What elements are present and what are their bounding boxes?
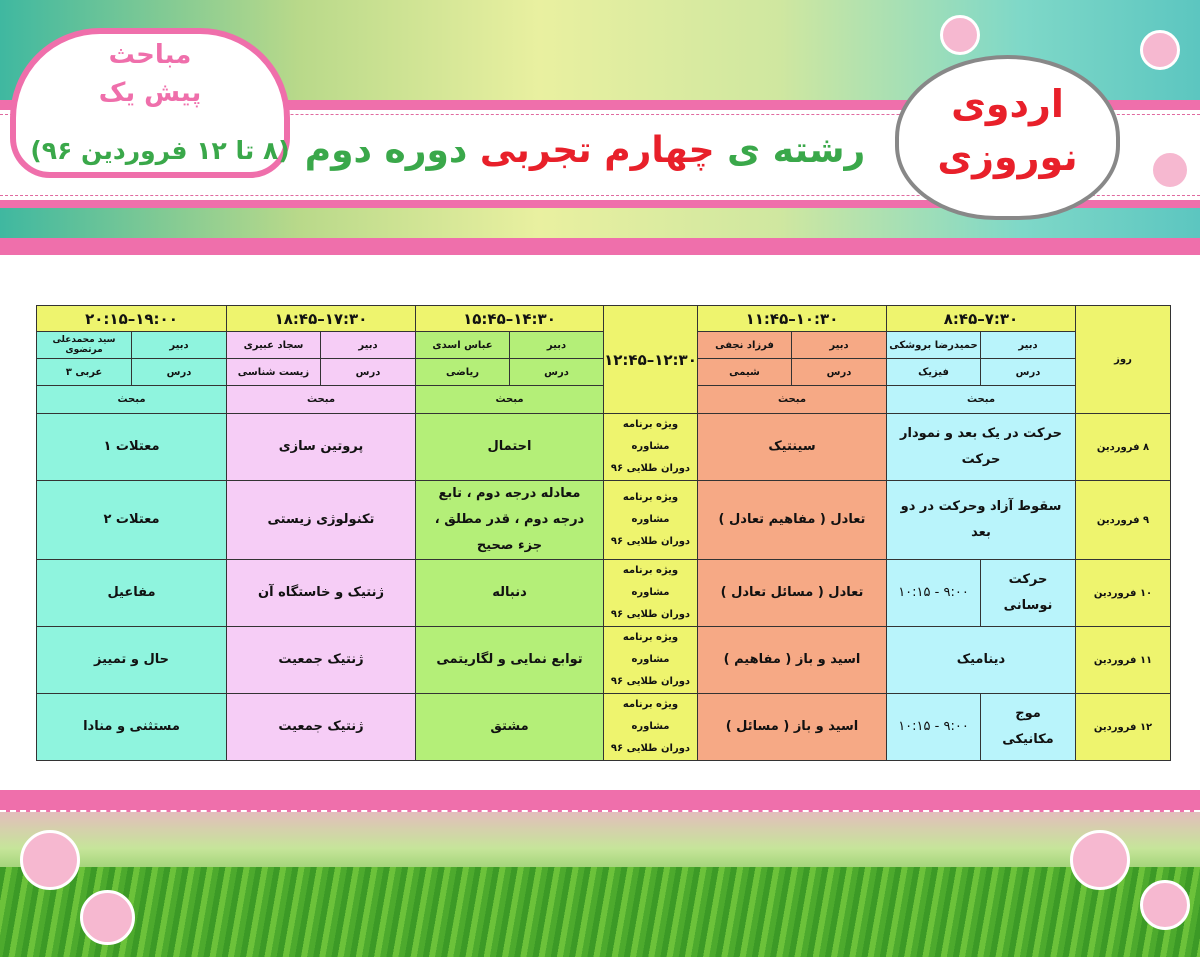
slot-time: ۷:۳۰–۸:۴۵ bbox=[887, 306, 1076, 332]
blossom-icon bbox=[1140, 880, 1190, 930]
pink-band bbox=[0, 238, 1200, 255]
break-line-1: ویژه برنامه مشاوره bbox=[622, 419, 679, 452]
day-cell: ۱۰ فروردین bbox=[1076, 560, 1171, 627]
teacher-label: دبیر bbox=[981, 332, 1076, 359]
day-cell: ۹ فروردین bbox=[1076, 481, 1171, 560]
biology-topic: ژنتیک جمعیت bbox=[227, 627, 416, 694]
math-topic: مشتق bbox=[416, 694, 604, 761]
title-part-1: رشته ی bbox=[727, 130, 866, 171]
biology-topic: تکنولوژی زیستی bbox=[227, 481, 416, 560]
topic-label: مبحث bbox=[416, 386, 604, 414]
break-line-2: دوران طلایی ۹۶ bbox=[610, 463, 691, 474]
slot-time: ۱۹:۰۰–۲۰:۱۵ bbox=[37, 306, 227, 332]
blossom-icon bbox=[80, 890, 135, 945]
lesson-label: درس bbox=[792, 359, 887, 386]
table-row bbox=[37, 481, 1171, 560]
teacher-name: سجاد عبیری bbox=[227, 332, 321, 359]
footer-background bbox=[0, 790, 1200, 957]
break-line-2: دوران طلایی ۹۶ bbox=[610, 743, 691, 754]
logo-line-1: اردوی bbox=[951, 82, 1064, 126]
topic-label: مبحث bbox=[37, 386, 227, 414]
lesson-label: درس bbox=[981, 359, 1076, 386]
teacher-label: دبیر bbox=[321, 332, 416, 359]
blossom-icon bbox=[940, 15, 980, 55]
break-line-1: ویژه برنامه مشاوره bbox=[622, 565, 679, 598]
break-line-1: ویژه برنامه مشاوره bbox=[622, 632, 679, 665]
title-part-2: چهارم تجربی bbox=[479, 130, 715, 171]
day-cell: ۱۲ فروردین bbox=[1076, 694, 1171, 761]
biology-topic: ژنتیک جمعیت bbox=[227, 694, 416, 761]
break-line-1: ویژه برنامه مشاوره bbox=[622, 492, 679, 525]
schedule-table bbox=[36, 305, 1171, 761]
lesson-label: درس bbox=[321, 359, 416, 386]
chemistry-topic: تعادل ( مفاهیم تعادل ) bbox=[698, 481, 887, 560]
biology-topic: پروتین سازی bbox=[227, 414, 416, 481]
blossom-icon bbox=[1140, 30, 1180, 70]
chemistry-topic: اسید و باز ( مسائل ) bbox=[698, 694, 887, 761]
slot-time: ۱۴:۳۰–۱۵:۴۵ bbox=[416, 306, 604, 332]
day-cell: ۸ فروردین bbox=[1076, 414, 1171, 481]
physics-topic: حرکت نوسانی bbox=[981, 560, 1076, 627]
break-cell bbox=[604, 627, 698, 694]
physics-time: ۹:۰۰ - ۱۰:۱۵ bbox=[887, 560, 981, 627]
title-part-3: دوره دوم bbox=[304, 130, 468, 171]
table-row bbox=[37, 694, 1171, 761]
badge-line-2: پیش یک bbox=[98, 78, 202, 108]
math-topic: معادله درجه دوم ، تابع درجه دوم ، قدر مطلق ، جزء صحیح bbox=[416, 481, 604, 560]
break-cell bbox=[604, 481, 698, 560]
math-topic: دنباله bbox=[416, 560, 604, 627]
teacher-label: دبیر bbox=[792, 332, 887, 359]
arabic-topic: مفاعیل bbox=[37, 560, 227, 627]
table-row bbox=[37, 627, 1171, 694]
teacher-label: دبیر bbox=[132, 332, 227, 359]
break-line-2: دوران طلایی ۹۶ bbox=[610, 609, 691, 620]
biology-topic: ژنتیک و خاستگاه آن bbox=[227, 560, 416, 627]
grass-decoration bbox=[0, 867, 1200, 957]
blossom-icon bbox=[1150, 150, 1190, 190]
badge-line-1: مباحث bbox=[108, 40, 192, 70]
break-line-2: دوران طلایی ۹۶ bbox=[610, 676, 691, 687]
page-title bbox=[300, 130, 870, 171]
teacher-name: حمیدرضا بروشکی bbox=[887, 332, 981, 359]
physics-topic: حرکت در یک بعد و نمودار حرکت bbox=[887, 414, 1076, 481]
blossom-icon bbox=[1070, 830, 1130, 890]
arabic-topic: معتلات ۲ bbox=[37, 481, 227, 560]
lesson-name: عربی ۳ bbox=[37, 359, 132, 386]
topic-label: مبحث bbox=[698, 386, 887, 414]
teacher-name: سید محمدعلی مرتضوی bbox=[37, 332, 132, 359]
teacher-label: دبیر bbox=[510, 332, 604, 359]
math-topic: توابع نمایی و لگاریتمی bbox=[416, 627, 604, 694]
lesson-name: زیست شناسی bbox=[227, 359, 321, 386]
date-range: (۸ تا ۱۲ فروردین ۹۶) bbox=[30, 136, 290, 165]
footer-band bbox=[0, 790, 1200, 812]
slot-time: ۱۰:۳۰–۱۱:۴۵ bbox=[698, 306, 887, 332]
math-topic: احتمال bbox=[416, 414, 604, 481]
table-row bbox=[37, 414, 1171, 481]
slot-time: ۱۷:۳۰–۱۸:۴۵ bbox=[227, 306, 416, 332]
break-cell bbox=[604, 414, 698, 481]
teacher-name: عباس اسدی bbox=[416, 332, 510, 359]
day-cell: ۱۱ فروردین bbox=[1076, 627, 1171, 694]
physics-topic: سقوط آزاد وحرکت در دو بعد bbox=[887, 481, 1076, 560]
lesson-name: شیمی bbox=[698, 359, 792, 386]
lesson-name: فیزیک bbox=[887, 359, 981, 386]
physics-topic: موج مکانیکی bbox=[981, 694, 1076, 761]
teacher-name: فرزاد نجفی bbox=[698, 332, 792, 359]
table-row bbox=[37, 560, 1171, 627]
arabic-topic: حال و تمییز bbox=[37, 627, 227, 694]
lesson-name: ریاضی bbox=[416, 359, 510, 386]
blossom-icon bbox=[20, 830, 80, 890]
break-cell bbox=[604, 560, 698, 627]
logo-line-2: نوروزی bbox=[937, 135, 1078, 179]
break-time: ۱۲:۳۰–۱۲:۴۵ bbox=[604, 306, 698, 414]
chemistry-topic: اسید و باز ( مفاهیم ) bbox=[698, 627, 887, 694]
day-header: روز bbox=[1076, 306, 1171, 414]
break-cell bbox=[604, 694, 698, 761]
lesson-label: درس bbox=[132, 359, 227, 386]
arabic-topic: مستثنی و منادا bbox=[37, 694, 227, 761]
chemistry-topic: تعادل ( مسائل تعادل ) bbox=[698, 560, 887, 627]
arabic-topic: معتلات ۱ bbox=[37, 414, 227, 481]
topic-label: مبحث bbox=[227, 386, 416, 414]
lesson-label: درس bbox=[510, 359, 604, 386]
chemistry-topic: سینتیک bbox=[698, 414, 887, 481]
physics-time: ۹:۰۰ - ۱۰:۱۵ bbox=[887, 694, 981, 761]
physics-topic: دینامیک bbox=[887, 627, 1076, 694]
break-line-1: ویژه برنامه مشاوره bbox=[622, 699, 679, 732]
break-line-2: دوران طلایی ۹۶ bbox=[610, 536, 691, 547]
topic-label: مبحث bbox=[887, 386, 1076, 414]
